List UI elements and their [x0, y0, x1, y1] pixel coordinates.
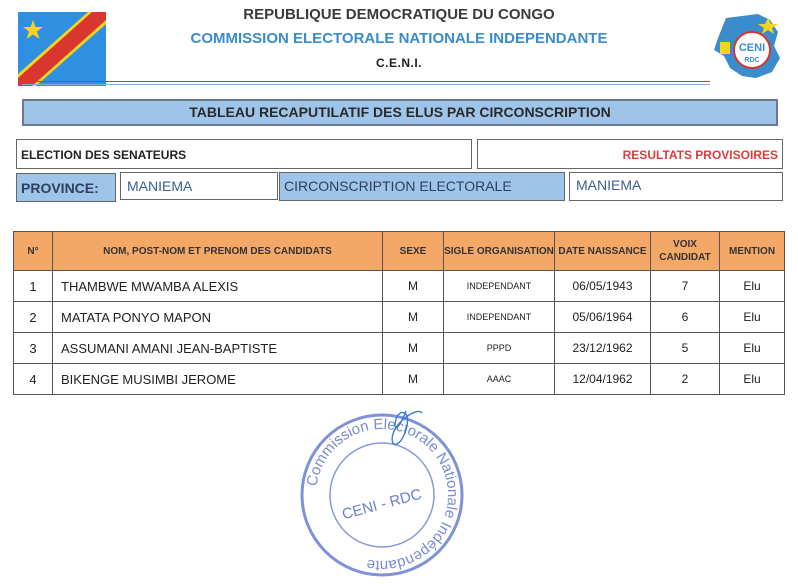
- header-rule-blue: [22, 84, 710, 85]
- stamp-center-text: CENI - RDC: [340, 485, 424, 524]
- candidate-birthdate: 23/12/1962: [555, 333, 651, 364]
- country-heading: REPUBLIQUE DEMOCRATIQUE DU CONGO: [243, 6, 555, 23]
- candidate-sex: M: [383, 302, 444, 333]
- row-number: 2: [14, 302, 53, 333]
- stamp-ring-text: Commission Electorale Nationale Indépendante: [303, 415, 462, 575]
- circonscription-label: CIRCONSCRIPTION ELECTORALE: [279, 172, 565, 201]
- col-header-name: NOM, POST-NOM ET PRENOM DES CANDIDATS: [53, 232, 383, 271]
- candidate-birthdate: 05/06/1964: [555, 302, 651, 333]
- drc-flag-icon: [18, 12, 106, 86]
- candidate-sex: M: [383, 271, 444, 302]
- candidate-votes: 5: [651, 333, 720, 364]
- col-header-votes: VOIX CANDIDAT: [651, 232, 720, 271]
- candidate-mention: Elu: [720, 364, 785, 395]
- col-header-number: N°: [14, 232, 53, 271]
- ceni-logo-icon: [708, 12, 788, 82]
- col-header-sex: SEXE: [383, 232, 444, 271]
- candidate-organisation: INDEPENDANT: [444, 271, 555, 302]
- candidate-mention: Elu: [720, 302, 785, 333]
- col-header-organisation: SIGLE ORGANISATION: [444, 232, 555, 271]
- elected-candidates-table: [13, 231, 785, 395]
- header-rule-red: [22, 81, 710, 82]
- candidate-votes: 7: [651, 271, 720, 302]
- table-row: [14, 302, 785, 333]
- candidate-sex: M: [383, 364, 444, 395]
- logo-text-ceni: CENI: [738, 42, 766, 54]
- candidate-mention: Elu: [720, 271, 785, 302]
- col-header-mention: MENTION: [720, 232, 785, 271]
- official-stamp-icon: [296, 405, 468, 581]
- logo-text-rdc: RDC: [744, 57, 760, 64]
- candidate-mention: Elu: [720, 333, 785, 364]
- table-row: [14, 364, 785, 395]
- row-number: 3: [14, 333, 53, 364]
- candidate-organisation: AAAC: [444, 364, 555, 395]
- election-type-box: ELECTION DES SENATEURS: [16, 139, 472, 169]
- candidate-name: BIKENGE MUSIMBI JEROME: [53, 364, 383, 395]
- candidate-name: ASSUMANI AMANI JEAN-BAPTISTE: [53, 333, 383, 364]
- col-header-birthdate: DATE NAISSANCE: [555, 232, 651, 271]
- row-number: 4: [14, 364, 53, 395]
- candidate-votes: 2: [651, 364, 720, 395]
- province-value: MANIEMA: [120, 172, 278, 200]
- table-header-row: [14, 232, 785, 271]
- results-status-box: RESULTATS PROVISOIRES: [477, 139, 783, 169]
- candidate-birthdate: 06/05/1943: [555, 271, 651, 302]
- candidate-organisation: INDEPENDANT: [444, 302, 555, 333]
- row-number: 1: [14, 271, 53, 302]
- candidate-name: THAMBWE MWAMBA ALEXIS: [53, 271, 383, 302]
- province-label: PROVINCE:: [16, 173, 116, 202]
- acronym-heading: C.E.N.I.: [375, 56, 422, 70]
- candidate-birthdate: 12/04/1962: [555, 364, 651, 395]
- table-row: [14, 271, 785, 302]
- circonscription-value: MANIEMA: [569, 172, 783, 201]
- candidate-name: MATATA PONYO MAPON: [53, 302, 383, 333]
- commission-heading: COMMISSION ELECTORALE NATIONALE INDEPENDANTE: [190, 30, 608, 47]
- candidate-sex: M: [383, 333, 444, 364]
- document-title: TABLEAU RECAPUTILATIF DES ELUS PAR CIRCONSCRIPTION: [22, 99, 778, 126]
- candidate-organisation: PPPD: [444, 333, 555, 364]
- table-row: [14, 333, 785, 364]
- candidate-votes: 6: [651, 302, 720, 333]
